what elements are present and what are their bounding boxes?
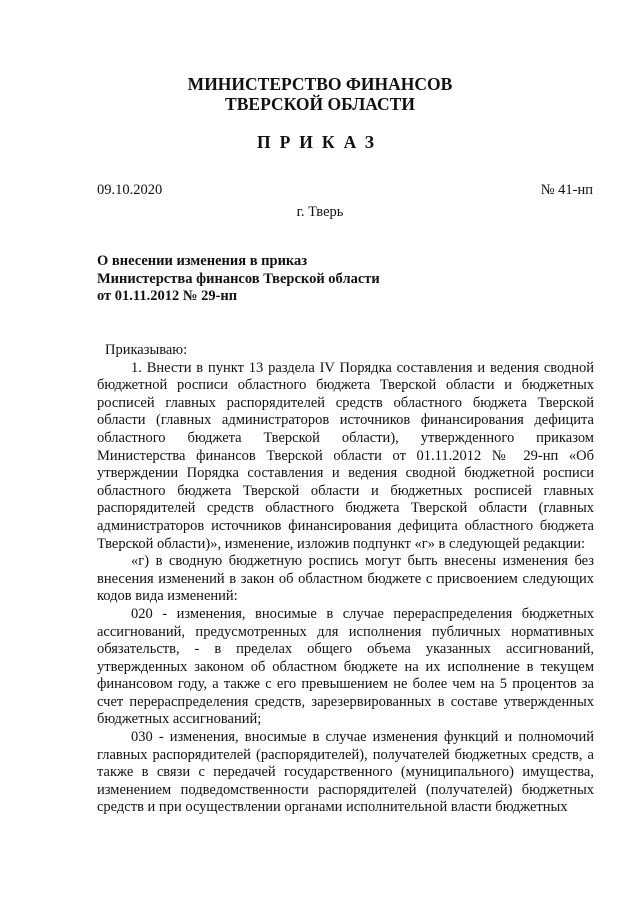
subject-line: Министерства финансов Тверской области: [97, 270, 380, 287]
document-date: 09.10.2020: [97, 182, 163, 198]
paragraph: 1. Внести в пункт 13 раздела IV Порядка составления и ведения сводной бюджетной росписи областного бюджета Тверской области и бюджетных росписей главных распорядителей средств областного бюджета Тверской области (главных администраторов источников финансирования дефицита областного бюджета Тверской области), утвержденного приказом Министерства финансов Тверской области от 01.11.2012 № 29-нп «Об утверждении Порядка составления и ведения сводной бюджетной росписи областного бюджета Тверской области и бюджетных росписей главных распорядителей средств областного бюджета Тверской области (главных администраторов источников финансирования дефицита областного бюджета Тверской области)», изменение, изложив подпункт «г» в следующей редакции:: [97, 359, 594, 552]
document-city: г. Тверь: [296, 204, 344, 220]
document-type-title: ПРИКАЗ: [256, 132, 384, 152]
ministry-name: МИНИСТЕРСТВО ФИНАНСОВ: [187, 74, 453, 94]
order-intro: Приказываю:: [105, 342, 188, 358]
paragraph: «г) в сводную бюджетную роспись могут быть внесены изменения без внесения изменений в закон об областном бюджете с присвоением следующих кодов вида изменений:: [97, 553, 594, 605]
document-subject: [97, 253, 380, 306]
ministry-heading: [0, 74, 640, 114]
document-number: № 41-нп: [540, 182, 593, 198]
paragraph: 020 - изменения, вносимые в случае перераспределения бюджетных ассигнований, предусмотренных для исполнения публичных нормативных обязательств, - в пределах общего объема указанных ассигнований, утвержденных законом об областном бюджете на их исполнение в текущем финансовом году, а также с его превышением не более чем на 5 процентов за счет перераспределения средств, зарезервированных в составе утвержденных бюджетных ассигнований;: [97, 605, 594, 728]
subject-line: от 01.11.2012 № 29-нп: [97, 288, 238, 304]
subject-line: О внесении изменения в приказ: [97, 253, 308, 269]
paragraph: 030 - изменения, вносимые в случае изменения функций и полномочий главных распорядителей (распорядителей), получателей бюджетных средств, а также в связи с передачей государственного (муниципального) имущества, изменением подведомственности распорядителей (получателей) бюджетных средств и при осуществлении органами исполнительной власти бюджетных: [97, 729, 594, 816]
region-name: ТВЕРСКОЙ ОБЛАСТИ: [225, 94, 415, 114]
document-body: [97, 342, 594, 817]
